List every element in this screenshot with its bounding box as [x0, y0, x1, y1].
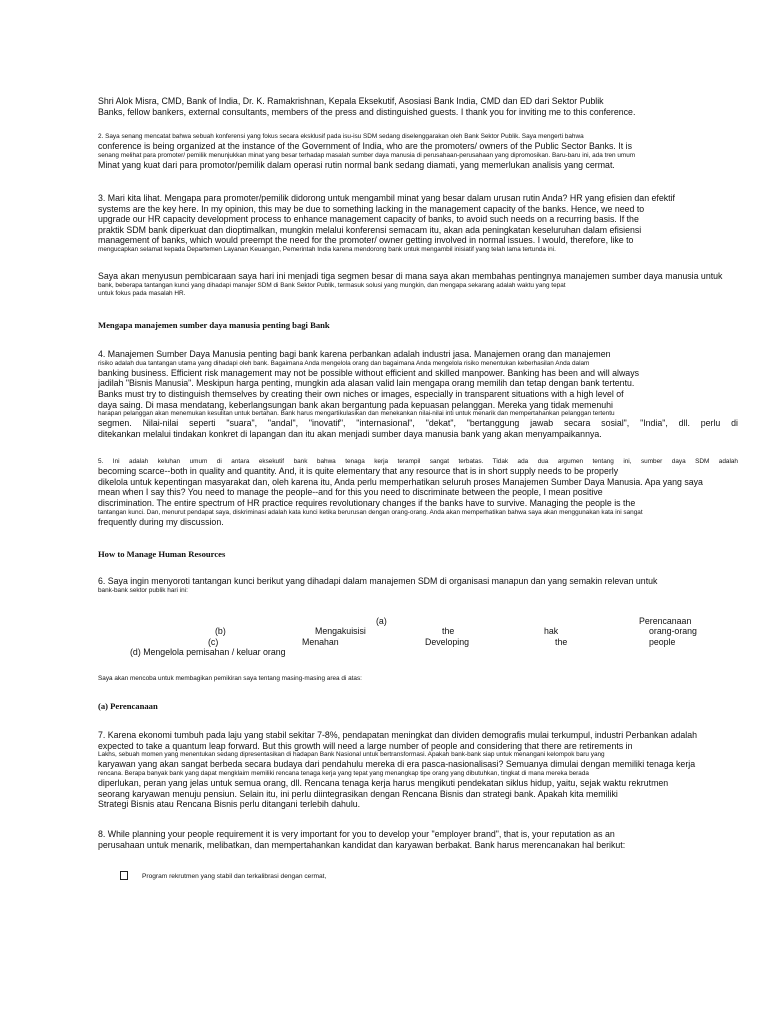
text-line: systems are the key here. In my opinion, this may be due to something lacking in the management capacity of the banks. Hence, we need to	[98, 203, 645, 214]
text-line: tantangan kunci. Dan, menurut pendapat saya, diskriminasi adalah kata kunci ketika berurusan dengan orang-orang. Anda akan memperhatikan bahwa saya akan menggunakan kata ini sangat	[98, 508, 643, 516]
paragraph-9	[98, 730, 738, 810]
text-line: bank-bank sektor publik hari ini:	[98, 586, 188, 594]
challenge-word: Menahan	[302, 637, 339, 647]
paragraph-8	[98, 675, 738, 683]
paragraph-2	[98, 133, 738, 171]
text-line: diperlukan, peran yang jelas untuk semua orang, dll. Rencana tenaga kerja harus mengikuti pendekatan siklus hidup, yaitu, sejak waktu rekrutmen	[98, 778, 669, 789]
checkbox-bullet-icon	[120, 871, 128, 880]
text-line: mean when I say this? You need to manage the people--and for this you need to discriminate between the people, I mean positive	[98, 487, 603, 498]
section-heading: Mengapa manajemen sumber daya manusia penting bagi Bank	[98, 320, 330, 330]
text-line: rencana. Berapa banyak bank yang dapat mengklaim memiliki rencana tenaga kerja yang tepat yang menangkap tipe orang yang dibutuhkan, tingkat di mana mereka berada	[98, 769, 589, 777]
text-line: becoming scarce--both in quality and quantity. And, it is quite elementary that any resource that is in short supply needs to be properly	[98, 466, 619, 477]
challenge-label-c: (c)	[208, 637, 219, 647]
challenge-word: Developing	[425, 637, 470, 647]
text-line: daya saing. Di masa mendatang, keberlangsungan bank akan bergantung pada kepuasan pelanggan. Mereka yang tidak memenuhi	[98, 399, 613, 410]
text-line: Lakhs, sebuah momen yang menentukan sedang dipresentasikan di hadapan Bank Nasional untuk bertransformasi. Apakah bank-bank siap untuk menangani kelompok baru yang	[98, 751, 605, 759]
paragraph-6	[98, 458, 738, 527]
section-heading: (a) Perencanaan	[98, 701, 158, 711]
text-line: Banks, fellow bankers, external consultants, members of the press and distinguished guests. I thank you for inviting me to this conference.	[98, 106, 636, 117]
paragraph-opening	[98, 96, 738, 117]
text-line: 6. Saya ingin menyoroti tantangan kunci berikut yang dihadapi dalam manajemen SDM di organisasi manapun dan yang semakin relevan untuk	[98, 576, 658, 586]
text-line: expected to take a quantum leap forward. But this growth will need a large number of people and considering that there are retirements in	[98, 740, 633, 751]
text-line: segmen. Nilai-nilai seperti "suara", "andal", "inovatif", "internasional", "dekat", "bertanggung jawab secara sosial", "India", dll. perlu di	[98, 418, 738, 429]
text-line: 4. Manajemen Sumber Daya Manusia penting bagi bank karena perbankan adalah industri jasa. Manajemen orang dan manajemen	[98, 349, 611, 359]
text-line: Strategi Bisnis atau Rencana Bisnis perlu ditangani terlebih dahulu.	[98, 799, 361, 810]
text-line: ditekankan melalui tindakan konkret di lapangan dan itu akan menjadi sumber daya manusia bank yang akan menyampaikannya.	[98, 428, 602, 439]
text-line: karyawan yang akan sangat berbeda secara budaya dari pendahulu mereka di era pasca-nasionalisasi? Semuanya dimulai dengan memiliki tenaga kerja	[98, 759, 696, 770]
challenge-word: the	[442, 626, 455, 636]
text-line: 2. Saya senang mencatat bahwa sebuah konferensi yang fokus secara eksklusif pada isu-isu SDM sedang diselenggarakan oleh Bank Sektor Publik. Saya mengerti bahwa	[98, 133, 584, 140]
paragraph-3	[98, 193, 738, 254]
text-line: mengucapkan selamat kepada Departemen Layanan Keuangan, Pemerintah India karena mendorong bank untuk mengambil inisiatif yang telah lama tertunda ini.	[98, 245, 556, 253]
text-line: praktik SDM bank diperkuat dan dioptimalkan, mungkin melalui konferensi semacam itu, akan ada peningkatan keseluruhan dalam efisiensi	[98, 224, 642, 235]
paragraph-7	[98, 576, 738, 595]
bullet-item: Program rekrutmen yang stabil dan terkalibrasi dengan cermat,	[142, 873, 327, 880]
challenge-label-b: (b)	[215, 626, 226, 636]
text-line: Saya akan mencoba untuk membagikan pemikiran saya tentang masing-masing area di atas:	[98, 675, 362, 682]
challenge-word: orang-orang	[649, 626, 697, 636]
text-line: 3. Mari kita lihat. Mengapa para promoter/pemilik didorong untuk mengambil minat yang besar dalam urusan rutin Anda? HR yang efisien dan efektif	[98, 193, 675, 203]
text-line: 7. Karena ekonomi tumbuh pada laju yang stabil sekitar 7-8%, pendapatan meningkat dan dividen demografis mulai terkumpul, industri Perbankan adalah	[98, 730, 698, 740]
text-line: bank, beberapa tantangan kunci yang dihadapi manajer SDM di Bank Sektor Publik, termasuk solusi yang mungkin, dan mengapa sekarang adalah waktu yang tepat	[98, 281, 566, 289]
text-line: discrimination. The entire spectrum of HR practice requires revolutionary changes if the banks have to survive. Managing the people is the	[98, 497, 636, 508]
challenge-word: people	[649, 637, 676, 647]
text-line: upgrade our HR capacity development process to enhance management capacity of banks, to avoid such needs on a recurring basis. If the	[98, 214, 639, 225]
text-line: Saya akan menyusun pembicaraan saya hari ini menjadi tiga segmen besar di mana saya akan membahas pentingnya manajemen sumber daya manusia untuk	[98, 271, 723, 281]
challenge-label-d: (d) Mengelola pemisahan / keluar orang	[130, 647, 286, 657]
text-line: seorang karyawan menuju pensiun. Selain itu, ini perlu diintegrasikan dengan Rencana Bisnis dan strategi bank. Apakah kita memiliki	[98, 788, 618, 799]
text-line: harapan pelanggan akan menemukan kesulitan untuk bertahan. Bank harus mengartikulasikan dan menekankan nilai-nilai inti untuk menarik dan mempertahankan pelanggan tertentu	[98, 410, 615, 418]
text-line: risiko adalah dua tantangan utama yang dihadapi oleh bank. Bagaimana Anda mengelola orang dan bagaimana Anda mengelola risiko menentukan keberhasilan Anda dalam	[98, 359, 590, 367]
paragraph-5	[98, 349, 738, 440]
paragraph-10	[98, 829, 738, 850]
text-line: management of banks, which would preempt the need for the promoter/ owner getting involved in normal issues. I would, therefore, like to	[98, 235, 634, 246]
section-heading: How to Manage Human Resources	[98, 549, 226, 559]
text-line: 5. Ini adalah keluhan umum di antara eksekutif bank bahwa tenaga kerja terampil sangat terbatas. Tidak ada dua argumen tentang ini, sumber daya SDM adalah	[98, 458, 738, 465]
text-line: jadilah "Bisnis Manusia". Meskipun harga penting, mungkin ada alasan valid lain mengapa orang memilih dan tetap dengan bank tertentu.	[98, 378, 635, 389]
text-line: Banks must try to distinguish themselves by creating their own niches or images, especially in transparent situations with a high level of	[98, 388, 624, 399]
text-line: banking business. Efficient risk management may not be possible without efficient and skilled manpower. Banking has been and will always	[98, 367, 639, 378]
challenge-word: the	[555, 637, 568, 647]
paragraph-4	[98, 271, 738, 298]
challenge-label-a: (a)	[376, 616, 387, 626]
text-line: frequently during my discussion.	[98, 516, 224, 527]
text-line: dikelola untuk kepentingan masyarakat dan, oleh karena itu, Anda perlu memperhatikan seluruh proses Manajemen Sumber Daya Manusia. Apa yang saya	[98, 476, 703, 487]
text-line: 8. While planning your people requirement it is very important for you to develop your "employer brand", that is, your reputation as an	[98, 829, 615, 839]
challenge-word: Mengakuisisi	[315, 626, 366, 636]
text-line: perusahaan untuk menarik, melibatkan, dan mempertahankan kandidat dan karyawan berbakat. Bank harus merencanakan hal berikut:	[98, 839, 626, 850]
challenge-planning: Perencanaan	[639, 616, 692, 626]
text-line: untuk fokus pada masalah HR.	[98, 289, 186, 297]
challenge-word: hak	[544, 626, 559, 636]
text-line: Shri Alok Misra, CMD, Bank of India, Dr. K. Ramakrishnan, Kepala Eksekutif, Asosiasi Bank India, CMD dan ED dari Sektor Publik	[98, 96, 604, 106]
text-line: senang melihat para promoter/ pemilik menunjukkan minat yang besar terhadap masalah sumber daya manusia di perusahaan-perusahaan yang dipromosikan. Baru-baru ini, ada tren umum	[98, 151, 636, 159]
text-line: conference is being organized at the instance of the Government of India, who are the promoters/ owners of the Public Sector Banks. It is	[98, 141, 632, 152]
text-line: Minat yang kuat dari para promotor/pemilik dalam operasi rutin normal bank sedang diamati, yang memerlukan analisis yang cermat.	[98, 160, 615, 170]
